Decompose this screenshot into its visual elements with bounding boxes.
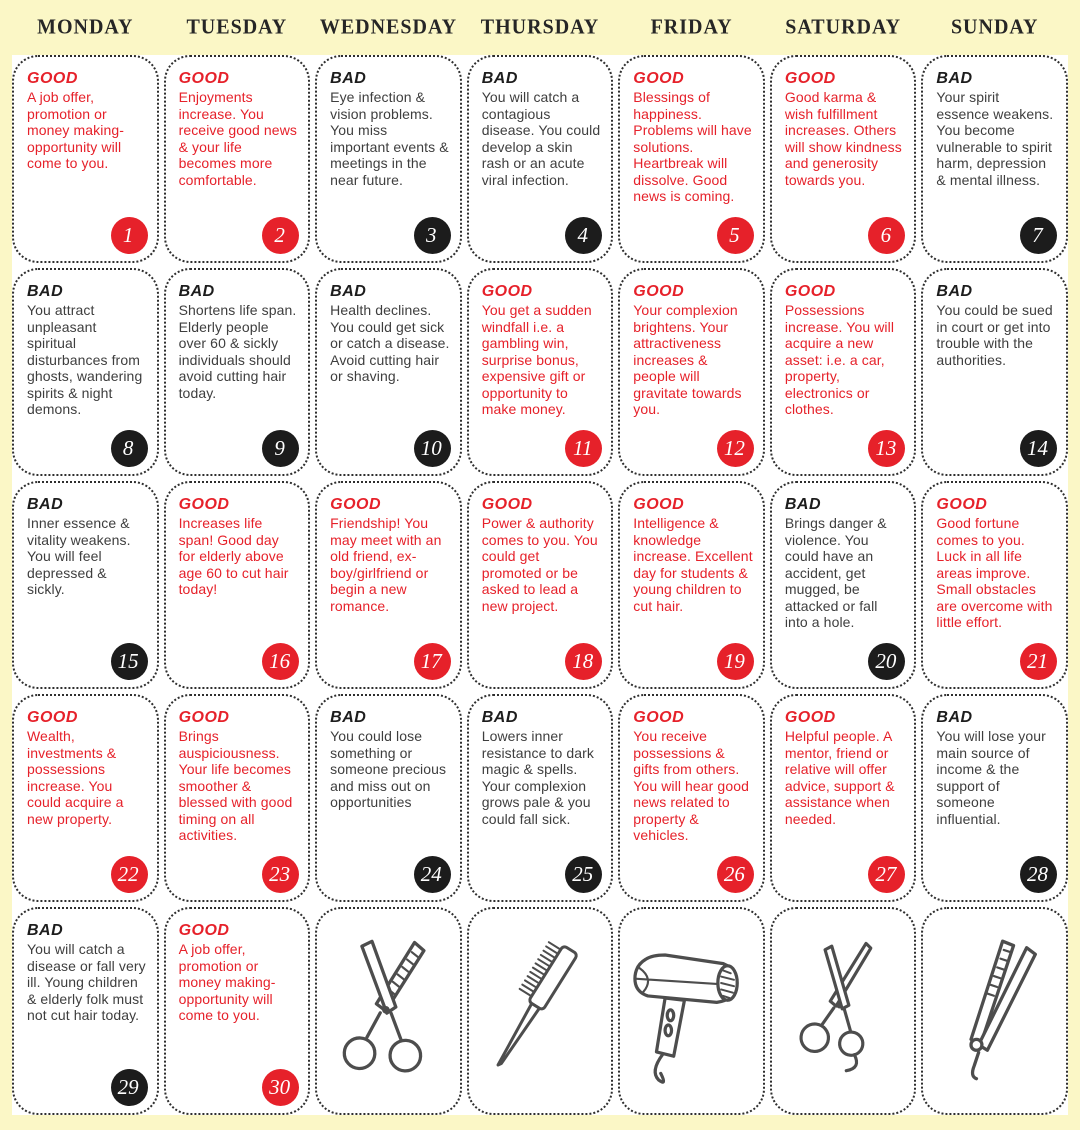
fortune-text: Increases life span! Good day for elderly above age 60 to cut hair today! bbox=[178, 515, 289, 598]
date-number-badge: 11 bbox=[565, 430, 602, 467]
verdict-label: BAD bbox=[27, 496, 64, 513]
date-number-badge: 27 bbox=[868, 856, 905, 893]
thinning-scissors-card bbox=[315, 907, 462, 1115]
fortune-text: Good fortune comes to you. Luck in all life areas improve. Small obstacles are overcome with little effort. bbox=[936, 515, 1053, 631]
fortune-text: You get a sudden windfall i.e. a gambling win, surprise bonus, expensive gift or opportunity to make money. bbox=[481, 302, 592, 418]
fortune-card-day-25 bbox=[467, 694, 614, 902]
fortune-card-day-9 bbox=[164, 268, 311, 476]
verdict-label: BAD bbox=[330, 70, 367, 87]
scissors-image bbox=[785, 927, 901, 1095]
verdict-label: BAD bbox=[27, 283, 64, 300]
fortune-text: Blessings of happiness. Problems will have solutions. Heartbreak will dissolve. Good news is coming. bbox=[633, 89, 752, 205]
fortune-card-day-18 bbox=[467, 481, 614, 689]
weekday-saturday: SATURDAY bbox=[785, 15, 902, 39]
fortune-text: Possessions increase. You will acquire a new asset: i.e. a car, property, electronics or clothes. bbox=[784, 302, 895, 418]
verdict-label: GOOD bbox=[178, 709, 230, 726]
verdict-label: GOOD bbox=[27, 70, 78, 87]
verdict-label: GOOD bbox=[784, 70, 836, 87]
flat-iron-image bbox=[935, 926, 1055, 1096]
date-number-badge: 15 bbox=[111, 643, 148, 680]
fortune-text: Inner essence & vitality weakens. You will feel depressed & sickly. bbox=[27, 515, 131, 598]
verdict-label: GOOD bbox=[633, 70, 685, 87]
fortune-text: You will catch a disease or fall very ill. Young children & elderly folk must not cut hair today. bbox=[27, 941, 146, 1024]
fortune-card-day-24 bbox=[315, 694, 462, 902]
fortune-text: A job offer, promotion or money making- opportunity will come to you. bbox=[27, 89, 125, 172]
verdict-label: BAD bbox=[27, 922, 64, 939]
fortune-text: Enjoyments increase. You receive good news & your life becomes more comfortable. bbox=[178, 89, 297, 188]
verdict-label: GOOD bbox=[330, 496, 382, 513]
date-number-badge: 29 bbox=[111, 1069, 148, 1106]
date-number-badge: 20 bbox=[868, 643, 905, 680]
date-number-badge: 19 bbox=[717, 643, 754, 680]
date-number-badge: 16 bbox=[262, 643, 299, 680]
verdict-label: BAD bbox=[330, 709, 367, 726]
fortune-card-day-3 bbox=[315, 55, 462, 263]
verdict-label: GOOD bbox=[178, 496, 230, 513]
verdict-label: BAD bbox=[330, 283, 367, 300]
verdict-label: GOOD bbox=[178, 922, 230, 939]
fortune-card-day-26 bbox=[618, 694, 765, 902]
verdict-label: GOOD bbox=[27, 709, 78, 726]
fortune-card-day-22 bbox=[12, 694, 159, 902]
flat-iron-card bbox=[921, 907, 1068, 1115]
fortune-text: Your spirit essence weakens. You become vulnerable to spirit harm, depression & mental illness. bbox=[936, 89, 1054, 188]
fortune-card-day-5 bbox=[618, 55, 765, 263]
fortune-card-day-14 bbox=[921, 268, 1068, 476]
verdict-label: GOOD bbox=[633, 496, 685, 513]
fortune-card-day-13 bbox=[770, 268, 917, 476]
fortune-card-day-1 bbox=[12, 55, 159, 263]
tail-comb-image bbox=[485, 925, 595, 1097]
fortune-card-day-23 bbox=[164, 694, 311, 902]
fortune-card-day-6 bbox=[770, 55, 917, 263]
fortune-text: Health declines. You could get sick or catch a disease. Avoid cutting hair or shaving. bbox=[330, 302, 450, 385]
fortune-card-day-10 bbox=[315, 268, 462, 476]
verdict-label: GOOD bbox=[784, 709, 836, 726]
fortune-text: Lowers inner resistance to dark magic & spells. Your complexion grows pale & you could fall sick. bbox=[481, 728, 594, 827]
date-number-badge: 4 bbox=[565, 217, 602, 254]
fortune-text: Brings danger & violence. You could have an accident, get mugged, be attacked or fall into a hole. bbox=[784, 515, 887, 631]
date-number-badge: 23 bbox=[262, 856, 299, 893]
verdict-label: GOOD bbox=[633, 283, 685, 300]
fortune-card-day-11 bbox=[467, 268, 614, 476]
weekday-header bbox=[12, 0, 1068, 55]
verdict-label: GOOD bbox=[481, 283, 533, 300]
verdict-label: GOOD bbox=[481, 496, 533, 513]
fortune-card-day-15 bbox=[12, 481, 159, 689]
verdict-label: GOOD bbox=[936, 496, 988, 513]
fortune-text: You will catch a contagious disease. You could develop a skin rash or an acute viral infection. bbox=[481, 89, 601, 188]
date-number-badge: 18 bbox=[565, 643, 602, 680]
date-number-badge: 13 bbox=[868, 430, 905, 467]
fortune-card-day-7 bbox=[921, 55, 1068, 263]
fortune-card-day-17 bbox=[315, 481, 462, 689]
date-number-badge: 22 bbox=[111, 856, 148, 893]
date-number-badge: 25 bbox=[565, 856, 602, 893]
date-number-badge: 7 bbox=[1020, 217, 1057, 254]
fortune-text: Power & authority comes to you. You could get promoted or be asked to lead a new project. bbox=[481, 515, 598, 614]
date-number-badge: 2 bbox=[262, 217, 299, 254]
date-number-badge: 26 bbox=[717, 856, 754, 893]
weekday-sunday: SUNDAY bbox=[950, 15, 1039, 39]
fortune-card-day-12 bbox=[618, 268, 765, 476]
verdict-label: BAD bbox=[481, 70, 518, 87]
fortune-text: Friendship! You may meet with an old friend, ex-boy/girlfriend or begin a new romance. bbox=[330, 515, 442, 614]
weekday-wednesday: WEDNESDAY bbox=[319, 15, 458, 39]
date-number-badge: 9 bbox=[262, 430, 299, 467]
date-number-badge: 8 bbox=[111, 430, 148, 467]
fortune-text: Brings auspiciousness. Your life becomes smoother & blessed with good timing on all activities. bbox=[178, 728, 293, 844]
date-number-badge: 30 bbox=[262, 1069, 299, 1106]
fortune-card-day-30 bbox=[164, 907, 311, 1115]
weekday-tuesday: TUESDAY bbox=[186, 15, 288, 39]
verdict-label: BAD bbox=[178, 283, 215, 300]
hair-dryer-image bbox=[622, 931, 762, 1091]
date-number-badge: 24 bbox=[414, 856, 451, 893]
date-number-badge: 28 bbox=[1020, 856, 1057, 893]
fortune-text: Wealth, investments & possessions increase. You could acquire a new property. bbox=[27, 728, 124, 827]
fortune-card-day-4 bbox=[467, 55, 614, 263]
verdict-label: BAD bbox=[936, 709, 973, 726]
fortune-text: You could be sued in court or get into trouble with the authorities. bbox=[936, 302, 1053, 368]
tail-comb-card bbox=[467, 907, 614, 1115]
scissors-card bbox=[770, 907, 917, 1115]
fortune-card-day-21 bbox=[921, 481, 1068, 689]
date-number-badge: 21 bbox=[1020, 643, 1057, 680]
fortune-card-day-28 bbox=[921, 694, 1068, 902]
fortune-card-day-29 bbox=[12, 907, 159, 1115]
verdict-label: BAD bbox=[936, 283, 973, 300]
fortune-text: Eye infection & vision problems. You miss important events & meetings in the near future. bbox=[330, 89, 449, 188]
fortune-card-day-19 bbox=[618, 481, 765, 689]
fortune-text: You will lose your main source of income & the support of someone influential. bbox=[936, 728, 1046, 827]
fortune-text: A job offer, promotion or money making- opportunity will come to you. bbox=[178, 941, 276, 1024]
fortune-card-day-2 bbox=[164, 55, 311, 263]
verdict-label: GOOD bbox=[633, 709, 685, 726]
fortune-calendar-grid bbox=[12, 55, 1068, 1115]
fortune-text: Helpful people. A mentor, friend or relative will offer advice, support & assistance when needed. bbox=[784, 728, 895, 827]
fortune-text: You attract unpleasant spiritual disturbances from ghosts, wandering spirits & night demons. bbox=[27, 302, 143, 418]
date-number-badge: 17 bbox=[414, 643, 451, 680]
weekday-monday: MONDAY bbox=[37, 15, 134, 39]
date-number-badge: 6 bbox=[868, 217, 905, 254]
date-number-badge: 12 bbox=[717, 430, 754, 467]
weekday-friday: FRIDAY bbox=[650, 15, 733, 39]
weekday-thursday: THURSDAY bbox=[480, 15, 600, 39]
date-number-badge: 5 bbox=[717, 217, 754, 254]
fortune-text: Shortens life span. Elderly people over 60 & sickly individuals should avoid cutting hair today. bbox=[178, 302, 297, 401]
date-number-badge: 10 bbox=[414, 430, 451, 467]
fortune-text: Good karma & wish fulfillment increases. Others will show kindness and generosity towards you. bbox=[784, 89, 902, 188]
verdict-label: BAD bbox=[936, 70, 973, 87]
fortune-text: You receive possessions & gifts from others. You will hear good news related to property & vehicles. bbox=[633, 728, 749, 844]
fortune-card-day-27 bbox=[770, 694, 917, 902]
verdict-label: BAD bbox=[784, 496, 822, 513]
fortune-card-day-16 bbox=[164, 481, 311, 689]
fortune-text: You could lose something or someone precious and miss out on opportunities bbox=[330, 728, 447, 811]
fortune-text: Your complexion brightens. Your attractiveness increases & people will gravitate towards you. bbox=[633, 302, 742, 418]
hair-dryer-card bbox=[618, 907, 765, 1115]
verdict-label: GOOD bbox=[784, 283, 836, 300]
thinning-scissors-image bbox=[328, 927, 448, 1095]
fortune-text: Intelligence & knowledge increase. Excellent day for students & young children to cut hair. bbox=[633, 515, 753, 614]
date-number-badge: 14 bbox=[1020, 430, 1057, 467]
fortune-card-day-8 bbox=[12, 268, 159, 476]
verdict-label: BAD bbox=[481, 709, 518, 726]
fortune-card-day-20 bbox=[770, 481, 917, 689]
date-number-badge: 3 bbox=[414, 217, 451, 254]
date-number-badge: 1 bbox=[111, 217, 148, 254]
verdict-label: GOOD bbox=[178, 70, 230, 87]
